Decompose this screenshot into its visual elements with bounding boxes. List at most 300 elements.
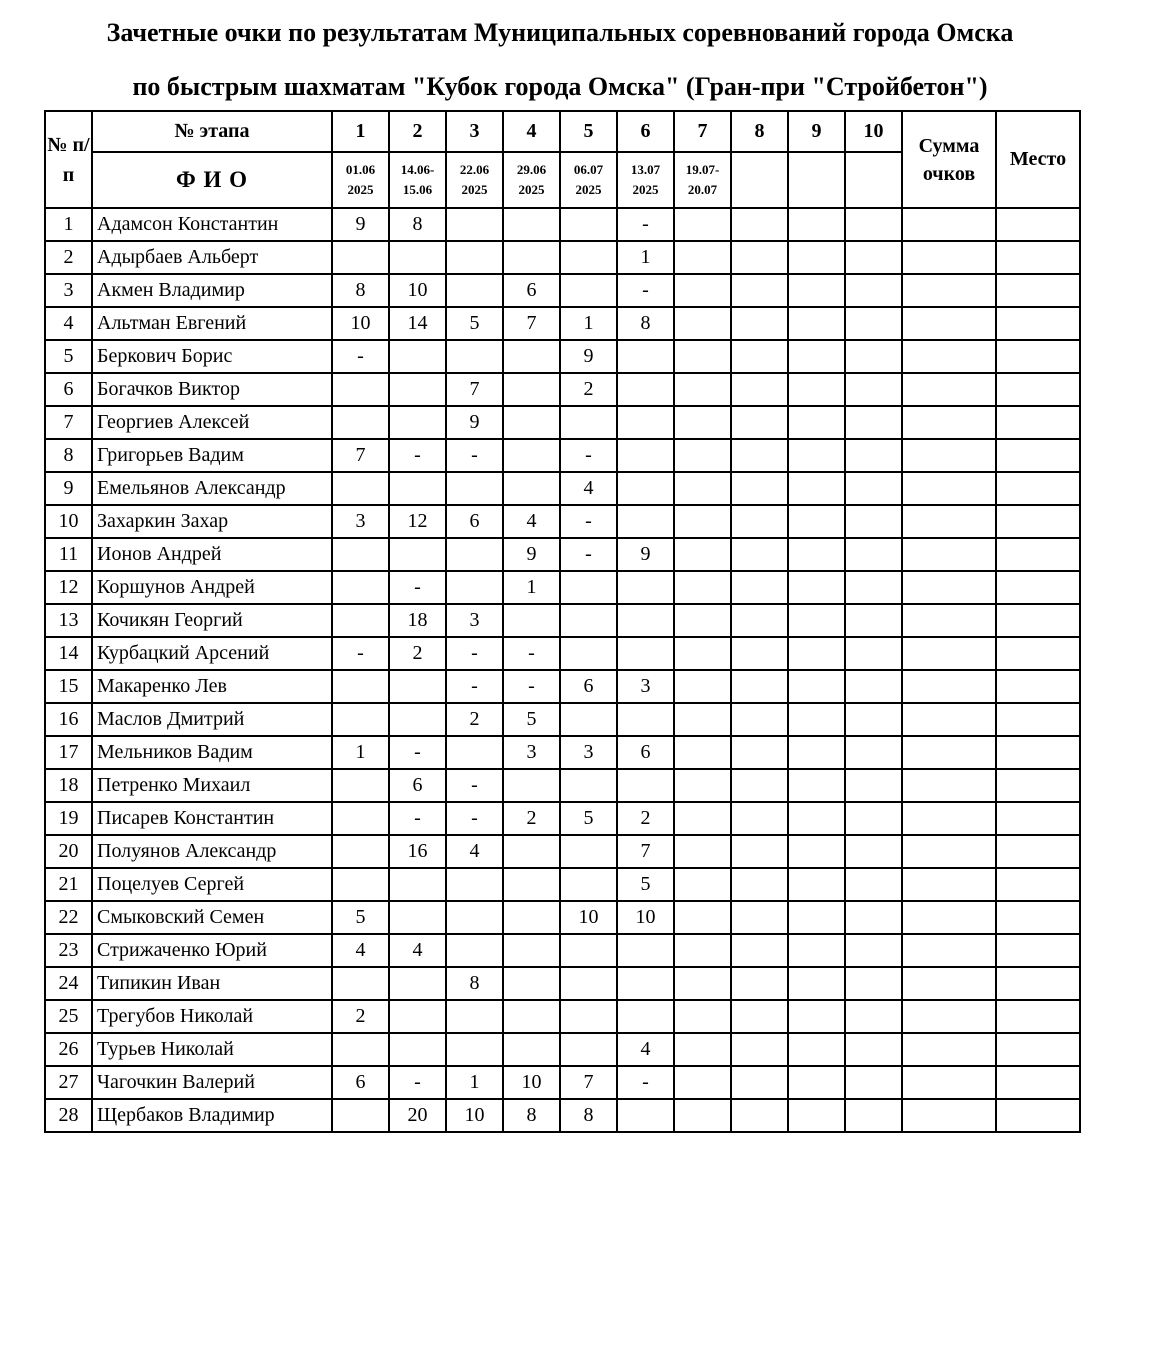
- stage-score: [788, 472, 845, 505]
- stage-score: -: [446, 769, 503, 802]
- sum-cell: [902, 1066, 996, 1099]
- stage-score: [503, 241, 560, 274]
- stage-number: 9: [788, 111, 845, 152]
- stage-header-label: № этапа: [92, 111, 332, 152]
- player-name: Петренко Михаил: [92, 769, 332, 802]
- stage-score: [332, 1099, 389, 1132]
- sum-cell: [902, 1099, 996, 1132]
- stage-score: [674, 637, 731, 670]
- stage-score: 4: [617, 1033, 674, 1066]
- stage-date: [845, 152, 902, 208]
- stage-score: [560, 571, 617, 604]
- player-name: Щербаков Владимир: [92, 1099, 332, 1132]
- stage-score: 20: [389, 1099, 446, 1132]
- stage-score: [560, 703, 617, 736]
- row-number: 21: [45, 868, 92, 901]
- row-number: 8: [45, 439, 92, 472]
- player-name: Акмен Владимир: [92, 274, 332, 307]
- sum-cell: [902, 967, 996, 1000]
- stage-score: [731, 835, 788, 868]
- stage-score: [731, 967, 788, 1000]
- table-row: [45, 604, 1080, 637]
- stage-score: [845, 802, 902, 835]
- stage-score: [674, 538, 731, 571]
- player-name: Адамсон Константин: [92, 208, 332, 241]
- stage-score: [731, 736, 788, 769]
- stage-score: [674, 934, 731, 967]
- stage-score: 6: [389, 769, 446, 802]
- stage-score: [332, 241, 389, 274]
- stage-score: [845, 637, 902, 670]
- stage-score: [389, 670, 446, 703]
- stage-score: 8: [617, 307, 674, 340]
- stage-score: [617, 703, 674, 736]
- stage-score: -: [389, 571, 446, 604]
- stage-score: 3: [617, 670, 674, 703]
- stage-date: 22.06 2025: [446, 152, 503, 208]
- stage-score: 5: [332, 901, 389, 934]
- stage-score: [446, 571, 503, 604]
- stage-score: [446, 208, 503, 241]
- stage-score: [674, 769, 731, 802]
- stage-score: [731, 406, 788, 439]
- results-table: [44, 110, 1081, 1133]
- stage-score: 8: [332, 274, 389, 307]
- player-name: Георгиев Алексей: [92, 406, 332, 439]
- stage-score: 5: [446, 307, 503, 340]
- stage-number: 2: [389, 111, 446, 152]
- stage-score: [560, 967, 617, 1000]
- stage-score: -: [560, 439, 617, 472]
- stage-score: 7: [503, 307, 560, 340]
- stage-score: -: [446, 637, 503, 670]
- stage-score: [560, 604, 617, 637]
- stage-date: 01.06 2025: [332, 152, 389, 208]
- stage-score: [674, 1000, 731, 1033]
- table-row: [45, 934, 1080, 967]
- stage-score: [503, 835, 560, 868]
- stage-score: [731, 208, 788, 241]
- row-number: 12: [45, 571, 92, 604]
- stage-score: [788, 670, 845, 703]
- stage-score: [731, 901, 788, 934]
- stage-score: [731, 604, 788, 637]
- stage-score: [845, 835, 902, 868]
- stage-score: [788, 538, 845, 571]
- row-number: 20: [45, 835, 92, 868]
- stage-score: [788, 307, 845, 340]
- stage-score: [674, 901, 731, 934]
- stage-score: 1: [617, 241, 674, 274]
- stage-score: -: [503, 637, 560, 670]
- stage-score: [845, 1099, 902, 1132]
- row-number: 14: [45, 637, 92, 670]
- stage-score: [560, 208, 617, 241]
- stage-score: [674, 967, 731, 1000]
- stage-number: 4: [503, 111, 560, 152]
- place-cell: [996, 604, 1080, 637]
- stage-score: [845, 406, 902, 439]
- row-number: 7: [45, 406, 92, 439]
- page-subtitle: по быстрым шахматам "Кубок города Омска" (Гран-при "Стройбетон"): [132, 72, 988, 101]
- place-cell: [996, 1000, 1080, 1033]
- stage-score: [560, 769, 617, 802]
- row-number: 22: [45, 901, 92, 934]
- sum-cell: [902, 406, 996, 439]
- stage-score: [674, 1033, 731, 1066]
- row-number: 28: [45, 1099, 92, 1132]
- stage-score: [503, 868, 560, 901]
- stage-score: [788, 1099, 845, 1132]
- stage-score: 10: [446, 1099, 503, 1132]
- place-cell: [996, 274, 1080, 307]
- row-number: 3: [45, 274, 92, 307]
- stage-score: 6: [503, 274, 560, 307]
- stage-score: [560, 835, 617, 868]
- stage-score: 4: [332, 934, 389, 967]
- player-name: Беркович Борис: [92, 340, 332, 373]
- stage-score: [788, 604, 845, 637]
- stage-score: [560, 406, 617, 439]
- stage-number: 10: [845, 111, 902, 152]
- stage-score: [332, 670, 389, 703]
- player-name: Коршунов Андрей: [92, 571, 332, 604]
- stage-score: [845, 604, 902, 637]
- player-name: Писарев Константин: [92, 802, 332, 835]
- sum-cell: [902, 208, 996, 241]
- stage-score: [674, 1066, 731, 1099]
- stage-score: [731, 769, 788, 802]
- stage-score: [617, 604, 674, 637]
- stage-score: [617, 373, 674, 406]
- stage-score: [674, 868, 731, 901]
- stage-score: [788, 868, 845, 901]
- stage-date: 06.07 2025: [560, 152, 617, 208]
- stage-score: [332, 538, 389, 571]
- place-cell: [996, 538, 1080, 571]
- stage-score: [674, 571, 731, 604]
- place-cell: [996, 769, 1080, 802]
- stage-score: 5: [617, 868, 674, 901]
- stage-score: [560, 637, 617, 670]
- stage-score: [503, 472, 560, 505]
- place-cell: [996, 241, 1080, 274]
- stage-score: -: [617, 1066, 674, 1099]
- stage-score: 18: [389, 604, 446, 637]
- stage-score: -: [446, 670, 503, 703]
- stage-number: 5: [560, 111, 617, 152]
- stage-score: 14: [389, 307, 446, 340]
- stage-score: [731, 868, 788, 901]
- stage-score: 9: [617, 538, 674, 571]
- stage-score: 2: [617, 802, 674, 835]
- stage-score: 8: [560, 1099, 617, 1132]
- stage-score: [731, 439, 788, 472]
- row-number: 6: [45, 373, 92, 406]
- stage-score: [332, 835, 389, 868]
- stage-score: 3: [332, 505, 389, 538]
- stage-score: 3: [446, 604, 503, 637]
- stage-score: [674, 208, 731, 241]
- row-number: 10: [45, 505, 92, 538]
- fio-header: Ф И О: [92, 152, 332, 208]
- place-cell: [996, 637, 1080, 670]
- player-name: Трегубов Николай: [92, 1000, 332, 1033]
- stage-score: 10: [389, 274, 446, 307]
- place-cell: [996, 934, 1080, 967]
- stage-score: [845, 934, 902, 967]
- stage-score: [332, 406, 389, 439]
- player-name: Поцелуев Сергей: [92, 868, 332, 901]
- sum-cell: [902, 769, 996, 802]
- place-header: Место: [996, 111, 1080, 208]
- stage-date: 13.07 2025: [617, 152, 674, 208]
- table-row: [45, 901, 1080, 934]
- place-cell: [996, 571, 1080, 604]
- stage-score: [845, 1033, 902, 1066]
- stage-score: [389, 1033, 446, 1066]
- player-name: Смыковский Семен: [92, 901, 332, 934]
- place-cell: [996, 439, 1080, 472]
- stage-score: [845, 670, 902, 703]
- table-row: [45, 373, 1080, 406]
- player-name: Альтман Евгений: [92, 307, 332, 340]
- sum-cell: [902, 703, 996, 736]
- sum-cell: [902, 934, 996, 967]
- stage-score: [731, 1000, 788, 1033]
- table-row: [45, 274, 1080, 307]
- stage-score: [845, 703, 902, 736]
- stage-score: -: [560, 538, 617, 571]
- stage-number: 6: [617, 111, 674, 152]
- row-number: 23: [45, 934, 92, 967]
- stage-score: [389, 241, 446, 274]
- stage-score: [674, 1099, 731, 1132]
- stage-score: [788, 934, 845, 967]
- stage-score: [845, 1000, 902, 1033]
- stage-date: [788, 152, 845, 208]
- stage-score: [788, 703, 845, 736]
- stage-score: -: [389, 1066, 446, 1099]
- stage-score: [389, 868, 446, 901]
- stage-score: [389, 340, 446, 373]
- stage-date: 29.06 2025: [503, 152, 560, 208]
- stage-score: -: [560, 505, 617, 538]
- place-cell: [996, 505, 1080, 538]
- stage-score: -: [389, 736, 446, 769]
- stage-score: [788, 340, 845, 373]
- table-row: [45, 1099, 1080, 1132]
- stage-score: [674, 373, 731, 406]
- stage-score: [560, 274, 617, 307]
- sum-cell: [902, 802, 996, 835]
- stage-score: [617, 934, 674, 967]
- player-name: Григорьев Вадим: [92, 439, 332, 472]
- sum-cell: [902, 571, 996, 604]
- stage-score: 8: [503, 1099, 560, 1132]
- stage-score: [446, 274, 503, 307]
- stage-score: -: [617, 274, 674, 307]
- stage-number: 3: [446, 111, 503, 152]
- stage-score: [731, 1066, 788, 1099]
- stage-score: -: [332, 340, 389, 373]
- table-row: [45, 307, 1080, 340]
- place-cell: [996, 1066, 1080, 1099]
- table-row: [45, 802, 1080, 835]
- place-cell: [996, 736, 1080, 769]
- table-row: [45, 1000, 1080, 1033]
- stage-score: [503, 340, 560, 373]
- stage-score: [446, 340, 503, 373]
- table-row: [45, 505, 1080, 538]
- stage-score: [845, 274, 902, 307]
- stage-score: [617, 571, 674, 604]
- place-cell: [996, 901, 1080, 934]
- stage-score: 6: [446, 505, 503, 538]
- stage-score: [332, 373, 389, 406]
- stage-score: [617, 769, 674, 802]
- place-cell: [996, 967, 1080, 1000]
- row-number: 5: [45, 340, 92, 373]
- stage-score: [845, 241, 902, 274]
- place-cell: [996, 307, 1080, 340]
- stage-score: [617, 1099, 674, 1132]
- stage-score: 8: [389, 208, 446, 241]
- stage-score: [845, 571, 902, 604]
- stage-score: [446, 241, 503, 274]
- stage-score: 10: [503, 1066, 560, 1099]
- row-number: 4: [45, 307, 92, 340]
- stage-number: 1: [332, 111, 389, 152]
- sum-cell: [902, 472, 996, 505]
- stage-score: [731, 505, 788, 538]
- stage-score: [788, 1066, 845, 1099]
- stage-score: [503, 406, 560, 439]
- stage-score: 12: [389, 505, 446, 538]
- stage-score: [503, 967, 560, 1000]
- stage-score: [332, 769, 389, 802]
- stage-score: 3: [560, 736, 617, 769]
- stage-score: [674, 406, 731, 439]
- stage-score: [503, 373, 560, 406]
- stage-score: [788, 637, 845, 670]
- player-name: Чагочкин Валерий: [92, 1066, 332, 1099]
- stage-score: [446, 736, 503, 769]
- place-cell: [996, 670, 1080, 703]
- place-cell: [996, 472, 1080, 505]
- stage-score: 5: [503, 703, 560, 736]
- stage-score: 5: [560, 802, 617, 835]
- stage-score: -: [332, 637, 389, 670]
- row-number: 19: [45, 802, 92, 835]
- stage-score: [845, 505, 902, 538]
- sum-cell: [902, 868, 996, 901]
- sum-header: Сумма очков: [902, 111, 996, 208]
- table-row: [45, 637, 1080, 670]
- place-cell: [996, 373, 1080, 406]
- stage-score: [845, 769, 902, 802]
- sum-cell: [902, 637, 996, 670]
- row-number: 16: [45, 703, 92, 736]
- stage-score: [446, 934, 503, 967]
- stage-score: [674, 307, 731, 340]
- stage-score: [674, 340, 731, 373]
- place-cell: [996, 406, 1080, 439]
- stage-score: [845, 901, 902, 934]
- row-number: 13: [45, 604, 92, 637]
- stage-score: [731, 934, 788, 967]
- stage-score: 1: [503, 571, 560, 604]
- table-row: [45, 439, 1080, 472]
- stage-score: [731, 373, 788, 406]
- place-cell: [996, 703, 1080, 736]
- stage-score: [674, 439, 731, 472]
- stage-score: 10: [332, 307, 389, 340]
- table-row: [45, 769, 1080, 802]
- stage-score: [503, 769, 560, 802]
- stage-score: [332, 571, 389, 604]
- stage-score: [617, 967, 674, 1000]
- stage-score: [389, 1000, 446, 1033]
- stage-date: 14.06- 15.06: [389, 152, 446, 208]
- stage-score: [446, 472, 503, 505]
- stage-score: [332, 802, 389, 835]
- stage-score: [560, 1033, 617, 1066]
- stage-score: [845, 736, 902, 769]
- stage-score: -: [389, 802, 446, 835]
- player-name: Типикин Иван: [92, 967, 332, 1000]
- stage-score: 7: [332, 439, 389, 472]
- stage-score: [503, 1033, 560, 1066]
- stage-score: [788, 769, 845, 802]
- stage-score: [674, 241, 731, 274]
- stage-score: [845, 439, 902, 472]
- stage-score: -: [446, 439, 503, 472]
- stage-score: [332, 868, 389, 901]
- stage-score: [617, 340, 674, 373]
- stage-score: [845, 472, 902, 505]
- stage-score: [332, 472, 389, 505]
- stage-score: [788, 439, 845, 472]
- stage-score: 2: [332, 1000, 389, 1033]
- stage-score: 2: [446, 703, 503, 736]
- stage-score: 2: [389, 637, 446, 670]
- stage-score: [503, 934, 560, 967]
- stage-score: [503, 1000, 560, 1033]
- stage-score: -: [389, 439, 446, 472]
- stage-score: 1: [560, 307, 617, 340]
- player-name: Маслов Дмитрий: [92, 703, 332, 736]
- stage-score: [674, 505, 731, 538]
- stage-score: [389, 901, 446, 934]
- stage-score: [845, 340, 902, 373]
- place-cell: [996, 835, 1080, 868]
- stage-score: [731, 802, 788, 835]
- stage-score: 16: [389, 835, 446, 868]
- stage-score: [788, 208, 845, 241]
- table-row: [45, 538, 1080, 571]
- stage-date: [731, 152, 788, 208]
- stage-score: [845, 868, 902, 901]
- stage-score: 2: [560, 373, 617, 406]
- sum-cell: [902, 373, 996, 406]
- stage-score: [845, 373, 902, 406]
- row-number: 27: [45, 1066, 92, 1099]
- stage-score: [617, 637, 674, 670]
- stage-score: [446, 901, 503, 934]
- stage-score: [332, 703, 389, 736]
- sum-cell: [902, 1033, 996, 1066]
